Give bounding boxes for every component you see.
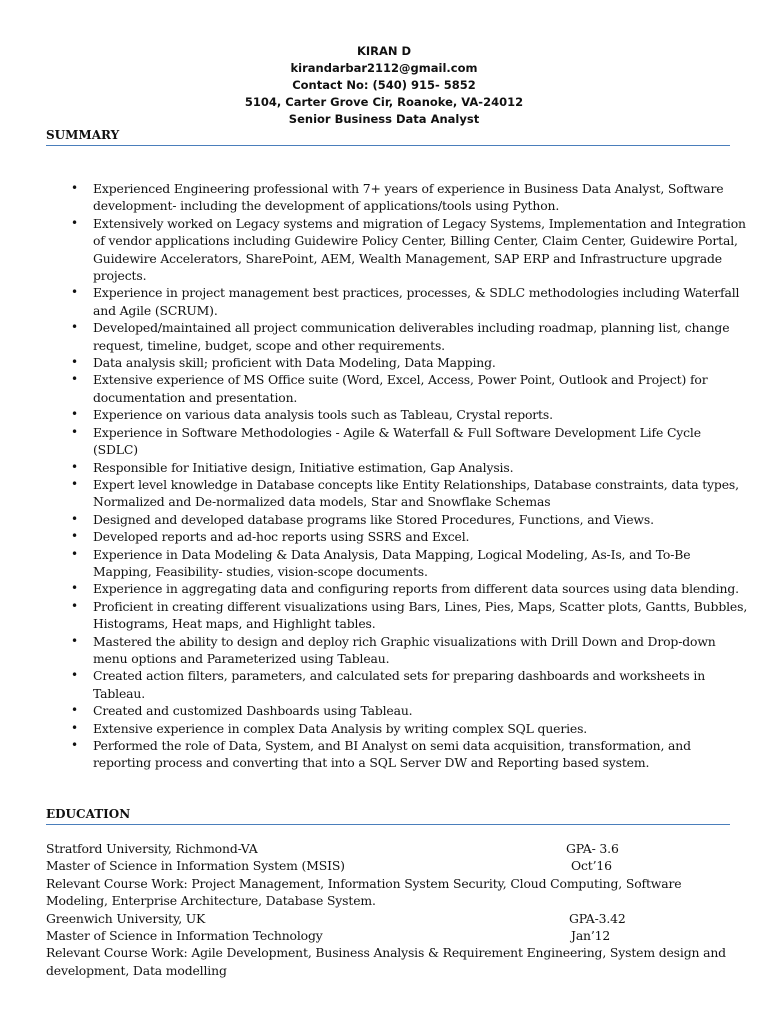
summary-item: • Extensive experience of MS Office suite (Word, Excel, Access, Power Point, Outlook and Project) for documentation and presentation. bbox=[93, 371, 749, 406]
candidate-role: Senior Business Data Analyst bbox=[288, 112, 480, 126]
summary-list bbox=[93, 180, 749, 772]
education-heading: EDUCATION bbox=[46, 807, 131, 821]
education-degree-row bbox=[46, 927, 746, 944]
school-gpa: GPA- 3.6 bbox=[566, 841, 619, 856]
summary-item: • Experience in Software Methodologies - Agile & Waterfall & Full Software Development Life Cycle (SDLC) bbox=[93, 424, 749, 459]
resume-header bbox=[0, 43, 768, 128]
summary-item: • Experience in project management best practices, processes, & SDLC methodologies including Waterfall and Agile (SCRUM). bbox=[93, 284, 749, 319]
summary-heading: SUMMARY bbox=[46, 128, 120, 142]
degree-date: Oct’16 bbox=[571, 858, 612, 874]
education-school-row bbox=[46, 840, 746, 857]
candidate-name: KIRAN D bbox=[356, 44, 412, 58]
summary-item: • Data analysis skill; proficient with Data Modeling, Data Mapping. bbox=[93, 354, 749, 371]
summary-item: • Responsible for Initiative design, Initiative estimation, Gap Analysis. bbox=[93, 459, 749, 476]
school-name: Stratford University, Richmond-VA bbox=[46, 841, 258, 856]
summary-divider bbox=[46, 145, 730, 146]
summary-item: • Mastered the ability to design and deploy rich Graphic visualizations with Drill Down and Drop-down menu options and Parameterized using Tableau. bbox=[93, 633, 749, 668]
summary-item: • Developed reports and ad-hoc reports using SSRS and Excel. bbox=[93, 528, 749, 545]
degree-date: Jan’12 bbox=[571, 928, 611, 944]
summary-item: • Created and customized Dashboards using Tableau. bbox=[93, 702, 749, 719]
school-name: Greenwich University, UK bbox=[46, 910, 206, 926]
degree-name: Master of Science in Information Technology bbox=[46, 928, 323, 944]
candidate-contact: Contact No: (540) 915- 5852 bbox=[292, 78, 476, 92]
education-coursework: Relevant Course Work: Agile Development, Business Analysis & Requirement Engineering, System design and development, Data modelling bbox=[46, 945, 726, 978]
summary-item: • Expert level knowledge in Database concepts like Entity Relationships, Database constraints, data types, Normalized and De-normalized data models, Star and Snowflake Schemas bbox=[93, 476, 749, 511]
summary-item: • Experience in aggregating data and configuring reports from different data sources using data blending. bbox=[93, 580, 749, 597]
summary-item: • Experienced Engineering professional with 7+ years of experience in Business Data Analyst, Software development- including the development of applications/tools using Python. bbox=[93, 180, 749, 215]
summary-item: • Extensively worked on Legacy systems and migration of Legacy Systems, Implementation and Integration of vendor applications including Guidewire Policy Center, Billing Center, Claim Center, Guidewire Portal, Guidewire Accelerators, SharePoint, AEM, Wealth Management, SAP ERP and Infrastructure upgrade projects. bbox=[93, 215, 749, 285]
summary-item: • Designed and developed database programs like Stored Procedures, Functions, and Views. bbox=[93, 511, 749, 528]
education-section bbox=[46, 840, 746, 979]
summary-item: • Performed the role of Data, System, and BI Analyst on semi data acquisition, transformation, and reporting process and converting that into a SQL Server DW and Reporting based system. bbox=[93, 737, 749, 772]
degree-name: Master of Science in Information System (MSIS) bbox=[46, 858, 345, 874]
summary-item: • Experience on various data analysis tools such as Tableau, Crystal reports. bbox=[93, 406, 749, 423]
school-gpa: GPA-3.42 bbox=[569, 910, 626, 926]
candidate-email: kirandarbar2112@gmail.com bbox=[290, 61, 478, 75]
summary-item: • Experience in Data Modeling & Data Analysis, Data Mapping, Logical Modeling, As-Is, and To-Be Mapping, Feasibility- studies, vision-scope documents. bbox=[93, 546, 749, 581]
education-degree-row bbox=[46, 857, 746, 874]
summary-item: • Developed/maintained all project communication deliverables including roadmap, planning list, change request, timeline, budget, scope and other requirements. bbox=[93, 319, 749, 354]
candidate-address: 5104, Carter Grove Cir, Roanoke, VA-24012 bbox=[244, 95, 524, 109]
education-school-row bbox=[46, 910, 746, 927]
education-divider bbox=[46, 824, 730, 825]
summary-item: • Extensive experience in complex Data Analysis by writing complex SQL queries. bbox=[93, 720, 749, 737]
summary-item: • Proficient in creating different visualizations using Bars, Lines, Pies, Maps, Scatter plots, Gantts, Bubbles, Histograms, Heat maps, and Highlight tables. bbox=[93, 598, 749, 633]
summary-item: • Created action filters, parameters, and calculated sets for preparing dashboards and worksheets in Tableau. bbox=[93, 667, 749, 702]
education-coursework: Relevant Course Work: Project Management, Information System Security, Cloud Computing, Software Modeling, Enterprise Architecture, Database System. bbox=[46, 875, 682, 909]
